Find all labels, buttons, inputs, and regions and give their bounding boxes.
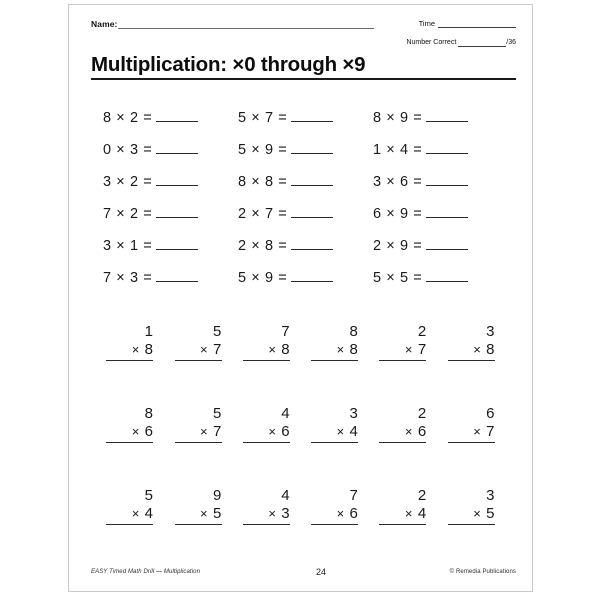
problem-cell [374,487,442,569]
problem-cell [374,323,442,405]
answer-blank[interactable] [175,442,222,443]
answer-blank[interactable] [448,442,495,443]
multiply-operator: × [404,506,413,521]
multiplicand: 8 [144,405,154,422]
multiplier-line [132,341,154,358]
answer-blank[interactable] [156,237,198,250]
multiplier-line [405,423,427,440]
multiplier-line [473,505,495,522]
multiplicand: 2 [417,405,427,422]
multiplier-line [200,423,222,440]
multiplier-line [132,505,154,522]
multiplicand: 4 [281,405,290,422]
multiplier: 7 [212,341,222,358]
answer-blank[interactable] [291,269,333,282]
answer-blank[interactable] [156,109,198,122]
multiplier-line [268,341,290,358]
problem-cell [238,141,373,158]
multiplier: 4 [417,505,427,522]
answer-blank[interactable] [243,360,290,361]
problem-expression: 7 × 3 = [103,269,153,286]
time-write-in-line[interactable] [438,19,516,28]
answer-blank[interactable] [175,524,222,525]
problem-cell [103,237,238,254]
multiplicand: 9 [212,487,222,504]
multiplier: 7 [212,423,222,440]
answer-blank[interactable] [379,360,426,361]
answer-blank[interactable] [311,442,358,443]
multiplier: 5 [212,505,222,522]
multiplicand: 3 [486,487,495,504]
problem-row [101,405,511,487]
answer-blank[interactable] [291,173,333,186]
problem-cell [373,237,508,254]
problem-expression: 5 × 5 = [373,269,423,286]
footer-copyright: © Remedia Publications [449,569,516,575]
problem-cell [374,405,442,487]
problem-cell [442,323,510,405]
answer-blank[interactable] [156,141,198,154]
worksheet-page [68,4,533,592]
problem-expression: 3 × 2 = [103,173,153,190]
answer-blank[interactable] [426,205,468,218]
time-label: Time [418,19,435,28]
problem-cell [101,487,169,569]
problem-expression: 2 × 9 = [373,237,423,254]
answer-blank[interactable] [291,237,333,250]
multiplicand: 7 [349,487,359,504]
problem-expression: 8 × 8 = [238,173,288,190]
multiply-operator: × [473,506,482,521]
problem-cell [238,109,373,126]
problem-row [103,261,508,293]
answer-blank[interactable] [106,360,153,361]
name-write-in-line[interactable] [118,19,374,29]
problem-cell [101,323,169,405]
multiplicand: 5 [144,487,154,504]
name-label: Name: [91,19,118,29]
multiplicand: 3 [349,405,359,422]
answer-blank[interactable] [426,109,468,122]
problem-cell [373,269,508,286]
problem-cell [306,405,374,487]
answer-blank[interactable] [311,524,358,525]
multiplicand: 2 [417,487,427,504]
problem-cell [103,109,238,126]
answer-blank[interactable] [156,173,198,186]
multiplicand: 5 [212,405,222,422]
answer-blank[interactable] [291,205,333,218]
multiplier-line [200,505,222,522]
problem-expression: 0 × 3 = [103,141,153,158]
problem-expression: 3 × 6 = [373,173,423,190]
problem-row [103,133,508,165]
footer-series-title: EASY Timed Math Drill — Multiplication [91,569,201,575]
multiplier: 3 [281,505,290,522]
multiplier-line [473,341,495,358]
problem-expression: 5 × 9 = [238,141,288,158]
vertical-problems-section [101,323,511,569]
multiplier-line [337,423,359,440]
multiplier: 8 [349,341,359,358]
answer-blank[interactable] [426,141,468,154]
problem-cell [238,205,373,222]
problem-expression: 7 × 2 = [103,205,153,222]
number-correct-row [406,38,516,47]
problem-expression: 1 × 4 = [373,141,423,158]
problem-expression: 6 × 9 = [373,205,423,222]
problem-cell [373,205,508,222]
problem-row [101,487,511,569]
multiplier-line [405,341,427,358]
multiply-operator: × [200,424,208,439]
answer-blank[interactable] [379,524,426,525]
multiplier-line [473,423,495,440]
answer-blank[interactable] [311,360,358,361]
problem-cell [238,405,306,487]
problem-row [103,197,508,229]
problem-cell [238,487,306,569]
answer-blank[interactable] [291,109,333,122]
multiply-operator: × [200,342,208,357]
multiplicand: 3 [486,323,495,340]
name-field-row [91,19,374,29]
multiplier: 4 [144,505,154,522]
answer-blank[interactable] [106,442,153,443]
multiply-operator: × [404,342,413,357]
multiply-operator: × [131,424,140,439]
multiplicand: 1 [144,323,154,340]
answer-blank[interactable] [106,524,153,525]
problem-expression: 5 × 9 = [238,269,288,286]
multiplicand: 2 [417,323,427,340]
multiply-operator: × [131,506,140,521]
multiplier: 7 [486,423,495,440]
problem-expression: 8 × 9 = [373,109,423,126]
problem-cell [238,323,306,405]
problem-cell [103,173,238,190]
multiplicand: 5 [212,323,222,340]
horizontal-problems-section [103,101,508,293]
answer-blank[interactable] [156,205,198,218]
problem-cell [169,323,237,405]
worksheet-footer [91,567,516,577]
answer-blank[interactable] [426,237,468,250]
problem-cell [306,323,374,405]
problem-cell [103,205,238,222]
answer-blank[interactable] [379,442,426,443]
number-correct-write-in-line[interactable] [458,39,506,47]
multiplier: 6 [417,423,427,440]
answer-blank[interactable] [291,141,333,154]
multiply-operator: × [404,424,413,439]
number-correct-label: Number Correct [406,39,457,46]
multiplier: 8 [281,341,290,358]
multiplier: 7 [417,341,427,358]
multiplier-line [337,341,359,358]
multiply-operator: × [473,424,482,439]
multiplicand: 7 [281,323,290,340]
problem-cell [169,487,237,569]
problem-cell [238,269,373,286]
problem-cell [306,487,374,569]
multiplier-line [268,505,290,522]
multiplier: 6 [281,423,290,440]
multiplier: 6 [144,423,154,440]
multiply-operator: × [336,342,345,357]
multiplier-line [132,423,154,440]
problem-cell [373,109,508,126]
multiplier: 5 [486,505,495,522]
multiply-operator: × [268,342,277,357]
answer-blank[interactable] [243,442,290,443]
multiply-operator: × [131,342,140,357]
multiplier: 4 [349,423,359,440]
problem-cell [103,269,238,286]
problem-row [103,165,508,197]
multiplier-line [200,341,222,358]
multiply-operator: × [268,506,277,521]
problem-expression: 2 × 7 = [238,205,288,222]
multiplicand: 6 [486,405,495,422]
answer-blank[interactable] [175,360,222,361]
multiplier-line [405,505,427,522]
multiply-operator: × [336,506,345,521]
problem-expression: 8 × 2 = [103,109,153,126]
answer-blank[interactable] [243,524,290,525]
page-title: Multiplication: ×0 through ×9 [91,53,366,76]
problem-cell [103,141,238,158]
multiply-operator: × [473,342,482,357]
problem-expression: 5 × 7 = [238,109,288,126]
problem-cell [373,141,508,158]
multiply-operator: × [336,424,345,439]
problem-cell [442,405,510,487]
answer-blank[interactable] [156,269,198,282]
page-number: 24 [315,567,326,577]
problem-row [103,101,508,133]
number-correct-total: /36 [506,39,516,46]
problem-row [101,323,511,405]
problem-cell [373,173,508,190]
problem-cell [238,237,373,254]
multiplier: 8 [486,341,495,358]
problem-expression: 3 × 1 = [103,237,153,254]
multiplier: 8 [144,341,154,358]
problem-cell [169,405,237,487]
time-field-row [388,19,516,28]
answer-blank[interactable] [448,360,495,361]
problem-cell [101,405,169,487]
multiplier-line [268,423,290,440]
problem-row [103,229,508,261]
answer-blank[interactable] [448,524,495,525]
title-block [91,53,516,80]
title-underline [91,78,516,80]
multiplicand: 8 [349,323,359,340]
problem-expression: 2 × 8 = [238,237,288,254]
problem-cell [442,487,510,569]
multiplier-line [337,505,359,522]
multiplier: 6 [349,505,359,522]
problem-cell [238,173,373,190]
answer-blank[interactable] [426,269,468,282]
multiplicand: 4 [281,487,290,504]
answer-blank[interactable] [426,173,468,186]
multiply-operator: × [268,424,277,439]
multiply-operator: × [200,506,208,521]
